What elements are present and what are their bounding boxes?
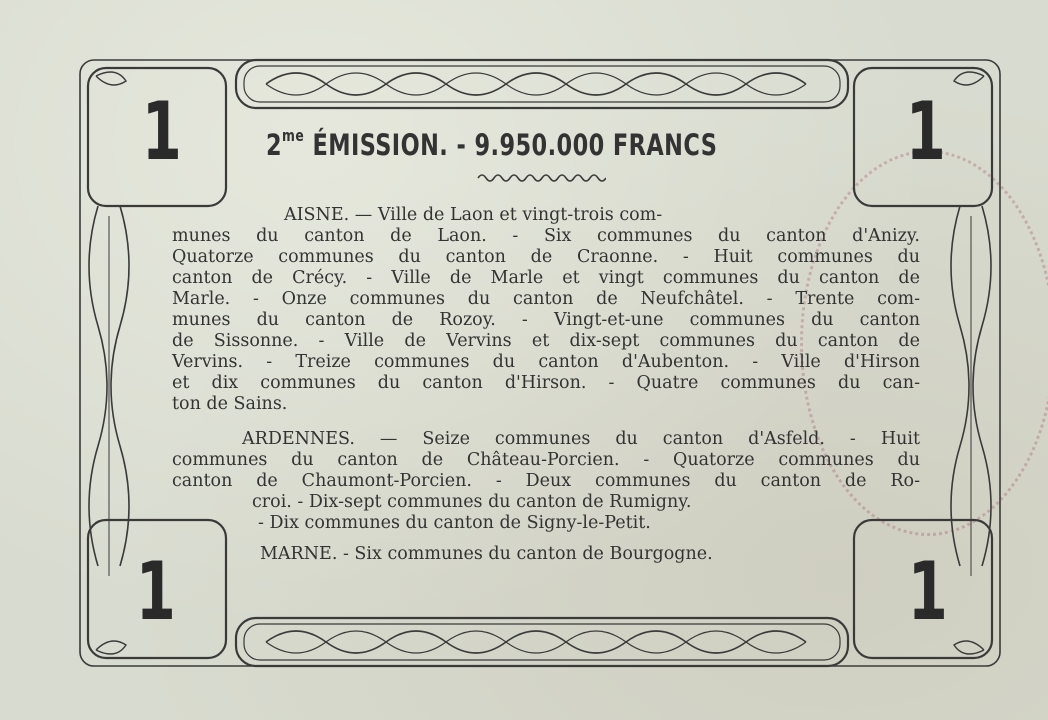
ardennes-line: croi. - Dix-sept communes du canton de Rumigny. <box>252 492 692 512</box>
aisne-line: ton de Sains. <box>172 394 288 414</box>
title-text: ÉMISSION. - 9.950.000 FRANCS <box>304 128 718 162</box>
aisne-line: de Sissonne. - Ville de Vervins et dix-sept communes du canton de <box>172 331 920 351</box>
ardennes-line: ARDENNES. — Seize communes du canton d'Asfeld. - Huit <box>242 429 920 449</box>
communes-text <box>172 205 920 565</box>
aisne-line: Marle. - Onze communes du canton de Neufchâtel. - Trente com- <box>172 289 920 309</box>
denomination-top-right: 1 <box>905 85 946 178</box>
ardennes-line: communes du canton de Château-Porcien. - Quatorze communes du <box>172 450 920 470</box>
ardennes-line: - Dix communes du canton de Signy-le-Petit. <box>258 513 651 533</box>
aisne-line: munes du canton de Laon. - Six communes du canton d'Anizy. <box>172 226 920 246</box>
marne-line: MARNE. - Six communes du canton de Bourgogne. <box>260 544 713 564</box>
denomination-top-left: 1 <box>141 85 182 178</box>
aisne-line: et dix communes du canton d'Hirson. - Quatre communes du can- <box>172 373 920 393</box>
title-ordinal-suffix: me <box>282 126 305 145</box>
denomination-bottom-right: 1 <box>907 545 948 638</box>
denomination-bottom-left: 1 <box>135 545 176 638</box>
wavy-divider <box>476 172 606 184</box>
emission-title <box>266 126 748 162</box>
aisne-line: munes du canton de Rozoy. - Vingt-et-une communes du canton <box>172 310 920 330</box>
aisne-line: canton de Crécy. - Ville de Marle et vingt communes du canton de <box>172 268 920 288</box>
paragraph-marne <box>172 544 920 565</box>
title-ordinal-number: 2 <box>266 128 283 162</box>
aisne-line: Quatorze communes du canton de Craonne. - Huit communes du <box>172 247 920 267</box>
aisne-line: Vervins. - Treize communes du canton d'Aubenton. - Ville d'Hirson <box>172 352 920 372</box>
paragraph-ardennes <box>172 429 920 534</box>
ardennes-line: canton de Chaumont-Porcien. - Deux communes du canton de Ro- <box>172 471 920 491</box>
aisne-line: AISNE. — Ville de Laon et vingt-trois com- <box>284 205 663 225</box>
paragraph-aisne <box>172 205 920 415</box>
